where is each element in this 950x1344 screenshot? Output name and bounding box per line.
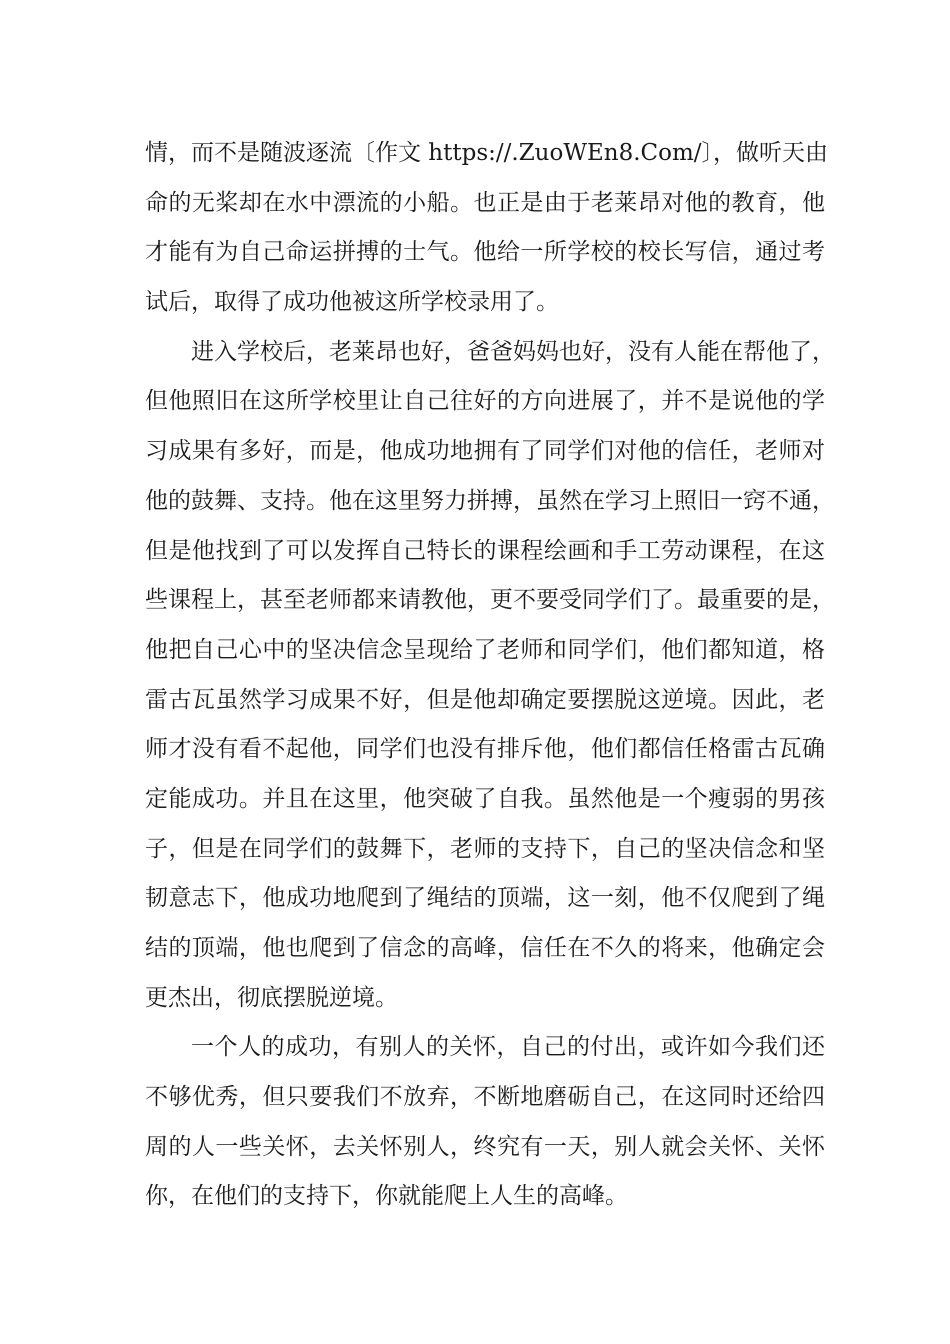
text-line: 进入学校后，老莱昂也好，爸爸妈妈也好，没有人能在帮他了，	[191, 338, 835, 365]
text-line: 定能成功。并且在这里，他突破了自我。虽然他是一个瘦弱的男孩	[145, 785, 825, 812]
text-line: 周的人一些关怀，去关怀别人，终究有一天，别人就会关怀、关怀	[145, 1133, 825, 1160]
text-line: 命的无桨却在水中漂流的小船。也正是由于老莱昂对他的教育，他	[145, 189, 825, 216]
text-line: 更杰出，彻底摆脱逆境。	[145, 984, 398, 1011]
text-line: 习成果有多好，而是，他成功地拥有了同学们对他的信任，老师对	[145, 438, 825, 465]
document-body	[145, 130, 835, 1223]
paragraph-1	[145, 130, 829, 329]
text-line: 雷古瓦虽然学习成果不好，但是他却确定要摆脱这逆境。因此，老	[145, 686, 825, 713]
text-line: 不够优秀，但只要我们不放弃，不断地磨砺自己，在这同时还给四	[145, 1084, 825, 1111]
text-line: 情，而不是随波逐流〔作文 https://.ZuoWEn8.Com/〕，做听天由	[145, 140, 829, 166]
paragraph-3	[145, 1024, 825, 1223]
text-line: 他的鼓舞、支持。他在这里努力拼搏，虽然在学习上照旧一窍不通，	[145, 487, 835, 514]
text-line: 师才没有看不起他，同学们也没有排斥他，他们都信任格雷古瓦确	[145, 736, 825, 763]
text-line: 你，在他们的支持下，你就能爬上人生的高峰。	[145, 1183, 628, 1210]
text-line: 但是他找到了可以发挥自己特长的课程绘画和手工劳动课程，在这	[145, 537, 825, 564]
text-line: 子，但是在同学们的鼓舞下，老师的支持下，自己的坚决信念和坚	[145, 835, 825, 862]
text-line: 些课程上，甚至老师都来请教他，更不要受同学们了。最重要的是，	[145, 587, 835, 614]
text-line: 韧意志下，他成功地爬到了绳结的顶端，这一刻，他不仅爬到了绳	[145, 885, 825, 912]
text-line: 试后，取得了成功他被这所学校录用了。	[145, 289, 559, 316]
text-line: 一个人的成功，有别人的关怀，自己的付出，或许如今我们还	[191, 1034, 825, 1061]
text-line: 结的顶端，他也爬到了信念的高峰，信任在不久的将来，他确定会	[145, 935, 825, 961]
text-line: 才能有为自己命运拼搏的士气。他给一所学校的校长写信，通过考	[145, 239, 825, 266]
text-line: 但他照旧在这所学校里让自己往好的方向进展了，并不是说他的学	[145, 388, 825, 415]
text-line: 他把自己心中的坚决信念呈现给了老师和同学们，他们都知道，格	[145, 636, 825, 663]
paragraph-2	[145, 329, 835, 1025]
